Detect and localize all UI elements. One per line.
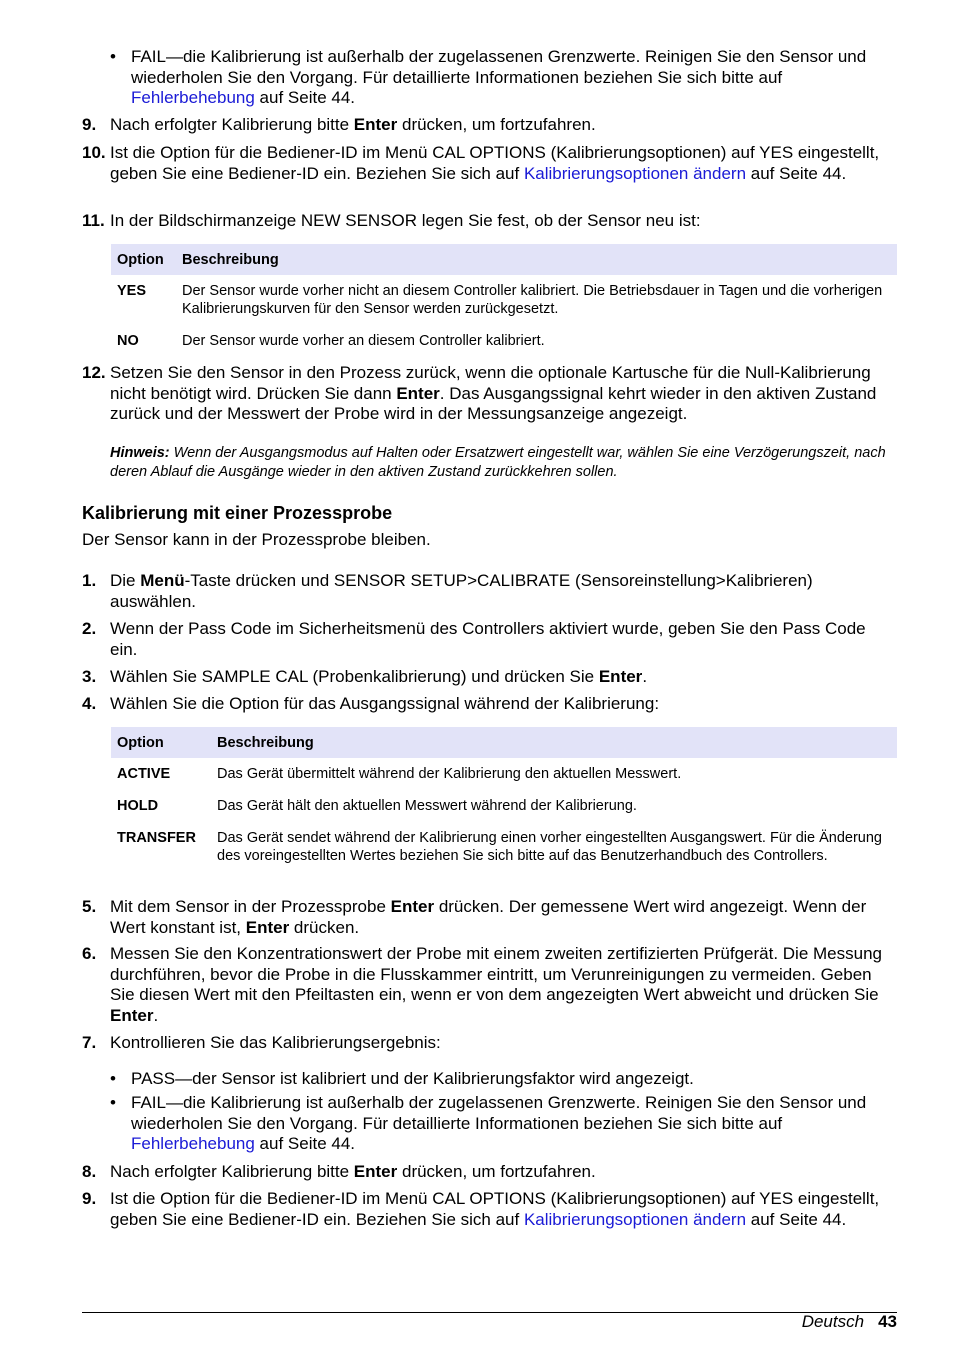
footer-divider <box>82 1312 897 1313</box>
step-number: 9. <box>82 115 97 134</box>
step-text: Wählen Sie SAMPLE CAL (Probenkalibrierung) und drücken Sie Enter. <box>110 667 648 686</box>
option-description: Das Gerät hält den aktuellen Messwert während der Kalibrierung. <box>217 798 637 814</box>
table-header-description: Beschreibung <box>176 244 897 275</box>
list-item-fail <box>110 1093 890 1155</box>
bullet-marker: • <box>110 1093 116 1112</box>
step-number: 2. <box>82 619 97 638</box>
step-3 <box>82 667 892 688</box>
table-header-option: Option <box>111 244 176 275</box>
step-2 <box>82 619 892 660</box>
link-fehlerbehebung[interactable]: Fehlerbehebung <box>131 1134 255 1153</box>
step-8 <box>82 1162 892 1183</box>
bullet-marker: • <box>110 47 116 66</box>
link-kalibrierungsoptionen[interactable]: Kalibrierungsoptionen ändern <box>523 163 747 183</box>
note-label: Hinweis: <box>110 445 170 461</box>
step-number: 6. <box>82 944 97 963</box>
step-10 <box>82 143 892 184</box>
step-text: Ist die Option für die Bediener-ID im Menü CAL OPTIONS (Kalibrierungsoptionen) auf YES eingestellt, geben Sie eine Bediener-ID ein. Beziehen Sie sich auf Kalibrierungsoptionen ändern auf Seite 44. <box>110 1189 880 1229</box>
option-key: YES <box>117 283 147 299</box>
bullet-marker: • <box>110 1069 116 1088</box>
list-item-pass <box>110 1069 890 1090</box>
step-number: 3. <box>82 667 97 686</box>
bullet-text: FAIL—die Kalibrierung ist außerhalb der zugelassenen Grenzwerte. Reinigen Sie den Sensor und wiederholen Sie den Vorgang. Für detaillierte Informationen beziehen Sie sich bitte auf Fehlerbehebung auf Seite 44. <box>131 47 867 107</box>
step-number: 11. <box>82 211 105 230</box>
step-text: Ist die Option für die Bediener-ID im Menü CAL OPTIONS (Kalibrierungsoptionen) auf YES eingestellt, geben Sie eine Bediener-ID ein. Beziehen Sie sich auf Kalibrierungsoptionen ändern auf Seite 44. <box>110 143 880 183</box>
step-12 <box>82 363 892 425</box>
step-text: Setzen Sie den Sensor in den Prozess zurück, wenn die optionale Kartusche für die Null-Kalibrierung nicht benötigt wird. Drücken Sie dann Enter. Das Ausgangssignal kehrt wieder in den aktiven Zustand zurück und der Messwert der Probe wird in der Messungsanzeige angezeigt. <box>110 363 877 423</box>
step-number: 8. <box>82 1162 97 1181</box>
options-table-new-sensor <box>111 244 897 356</box>
step-number: 10. <box>82 143 106 162</box>
link-kalibrierungsoptionen[interactable]: Kalibrierungsoptionen ändern <box>523 1209 747 1229</box>
step-text: Die Menü-Taste drücken und SENSOR SETUP>CALIBRATE (Sensoreinstellung>Kalibrieren) auswählen. <box>110 571 813 611</box>
option-description: Der Sensor wurde vorher nicht an diesem Controller kalibriert. Die Betriebsdauer in Tagen und die vorherigen Kalibrierungskurven für den Sensor werden zurückgesetzt. <box>182 283 883 317</box>
bullet-text: FAIL—die Kalibrierung ist außerhalb der zugelassenen Grenzwerte. Reinigen Sie den Sensor und wiederholen Sie den Vorgang. Für detaillierte Informationen beziehen Sie sich bitte auf Fehlerbehebung auf Seite 44. <box>131 1093 867 1153</box>
table-row <box>111 324 897 356</box>
note <box>110 444 895 482</box>
note-text: Wenn der Ausgangsmodus auf Halten oder Ersatzwert eingestellt war, wählen Sie eine Verzögerungszeit, nach deren Ablauf die Ausgänge wieder in den aktiven Zustand zurückkehren sollen. <box>110 445 886 480</box>
step-number: 5. <box>82 897 97 916</box>
table-header-row <box>111 244 897 275</box>
option-key: TRANSFER <box>117 830 196 846</box>
step-number: 9. <box>82 1189 97 1208</box>
step-number: 1. <box>82 571 97 590</box>
option-description: Das Gerät übermittelt während der Kalibrierung den aktuellen Messwert. <box>217 766 682 782</box>
table-row <box>111 758 897 789</box>
list-item-fail <box>110 47 890 109</box>
step-9 <box>82 115 892 136</box>
step-text: Nach erfolgter Kalibrierung bitte Enter drücken, um fortzufahren. <box>110 115 596 134</box>
step-6 <box>82 944 892 1026</box>
section-heading: Kalibrierung mit einer Prozessprobe <box>82 503 393 523</box>
step-number: 4. <box>82 694 97 713</box>
table-row <box>111 275 897 324</box>
step-text: In der Bildschirmanzeige NEW SENSOR legen Sie fest, ob der Sensor neu ist: <box>110 211 701 230</box>
page-number: 43 <box>878 1312 897 1331</box>
step-11 <box>82 211 892 232</box>
bullet-text: PASS—der Sensor ist kalibriert und der Kalibrierungsfaktor wird angezeigt. <box>131 1069 694 1088</box>
table-row <box>111 789 897 821</box>
options-table-output-signal <box>111 727 897 871</box>
option-key: HOLD <box>117 798 159 814</box>
step-1 <box>82 571 892 612</box>
page-footer <box>802 1311 897 1333</box>
step-number: 7. <box>82 1033 97 1052</box>
step-text: Wenn der Pass Code im Sicherheitsmenü des Controllers aktiviert wurde, geben Sie den Pass Code ein. <box>110 619 866 659</box>
option-description: Das Gerät sendet während der Kalibrierung einen vorher eingestellten Ausgangswert. Für die Änderung des voreingestellten Wertes beziehen Sie sich bitte auf das Benutzerhandbuch des Controllers. <box>217 830 882 864</box>
option-key: NO <box>117 333 139 349</box>
option-key: ACTIVE <box>117 766 171 782</box>
step-4 <box>82 694 892 715</box>
step-text: Wählen Sie die Option für das Ausgangssignal während der Kalibrierung: <box>110 694 660 713</box>
section-intro: Der Sensor kann in der Prozessprobe bleiben. <box>82 530 431 549</box>
step-text: Kontrollieren Sie das Kalibrierungsergebnis: <box>110 1033 441 1052</box>
table-row <box>111 821 897 871</box>
table-header-row <box>111 727 897 758</box>
step-7 <box>82 1033 892 1054</box>
step-number: 12. <box>82 363 106 382</box>
table-header-option: Option <box>111 727 211 758</box>
step-9-b <box>82 1189 892 1230</box>
footer-language: Deutsch <box>801 1312 865 1331</box>
link-fehlerbehebung[interactable]: Fehlerbehebung <box>131 88 255 107</box>
step-text: Nach erfolgter Kalibrierung bitte Enter drücken, um fortzufahren. <box>110 1162 596 1181</box>
step-5 <box>82 897 892 938</box>
step-text: Messen Sie den Konzentrationswert der Probe mit einem zweiten zertifizierten Prüfgerät. Die Messung durchführen, bevor die Probe in die Flusskammer eintritt, um Verunreinigungen zu vermeiden. Geben Sie diesen Wert mit den Pfeiltasten ein, wenn er von dem angezeigten Wert abweicht und drücken Sie Enter. <box>110 944 882 1025</box>
table-header-description: Beschreibung <box>211 727 897 758</box>
step-text: Mit dem Sensor in der Prozessprobe Enter drücken. Der gemessene Wert wird angezeigt. Wenn der Wert konstant ist, Enter drücken. <box>110 897 867 937</box>
option-description: Der Sensor wurde vorher an diesem Controller kalibriert. <box>182 333 545 349</box>
